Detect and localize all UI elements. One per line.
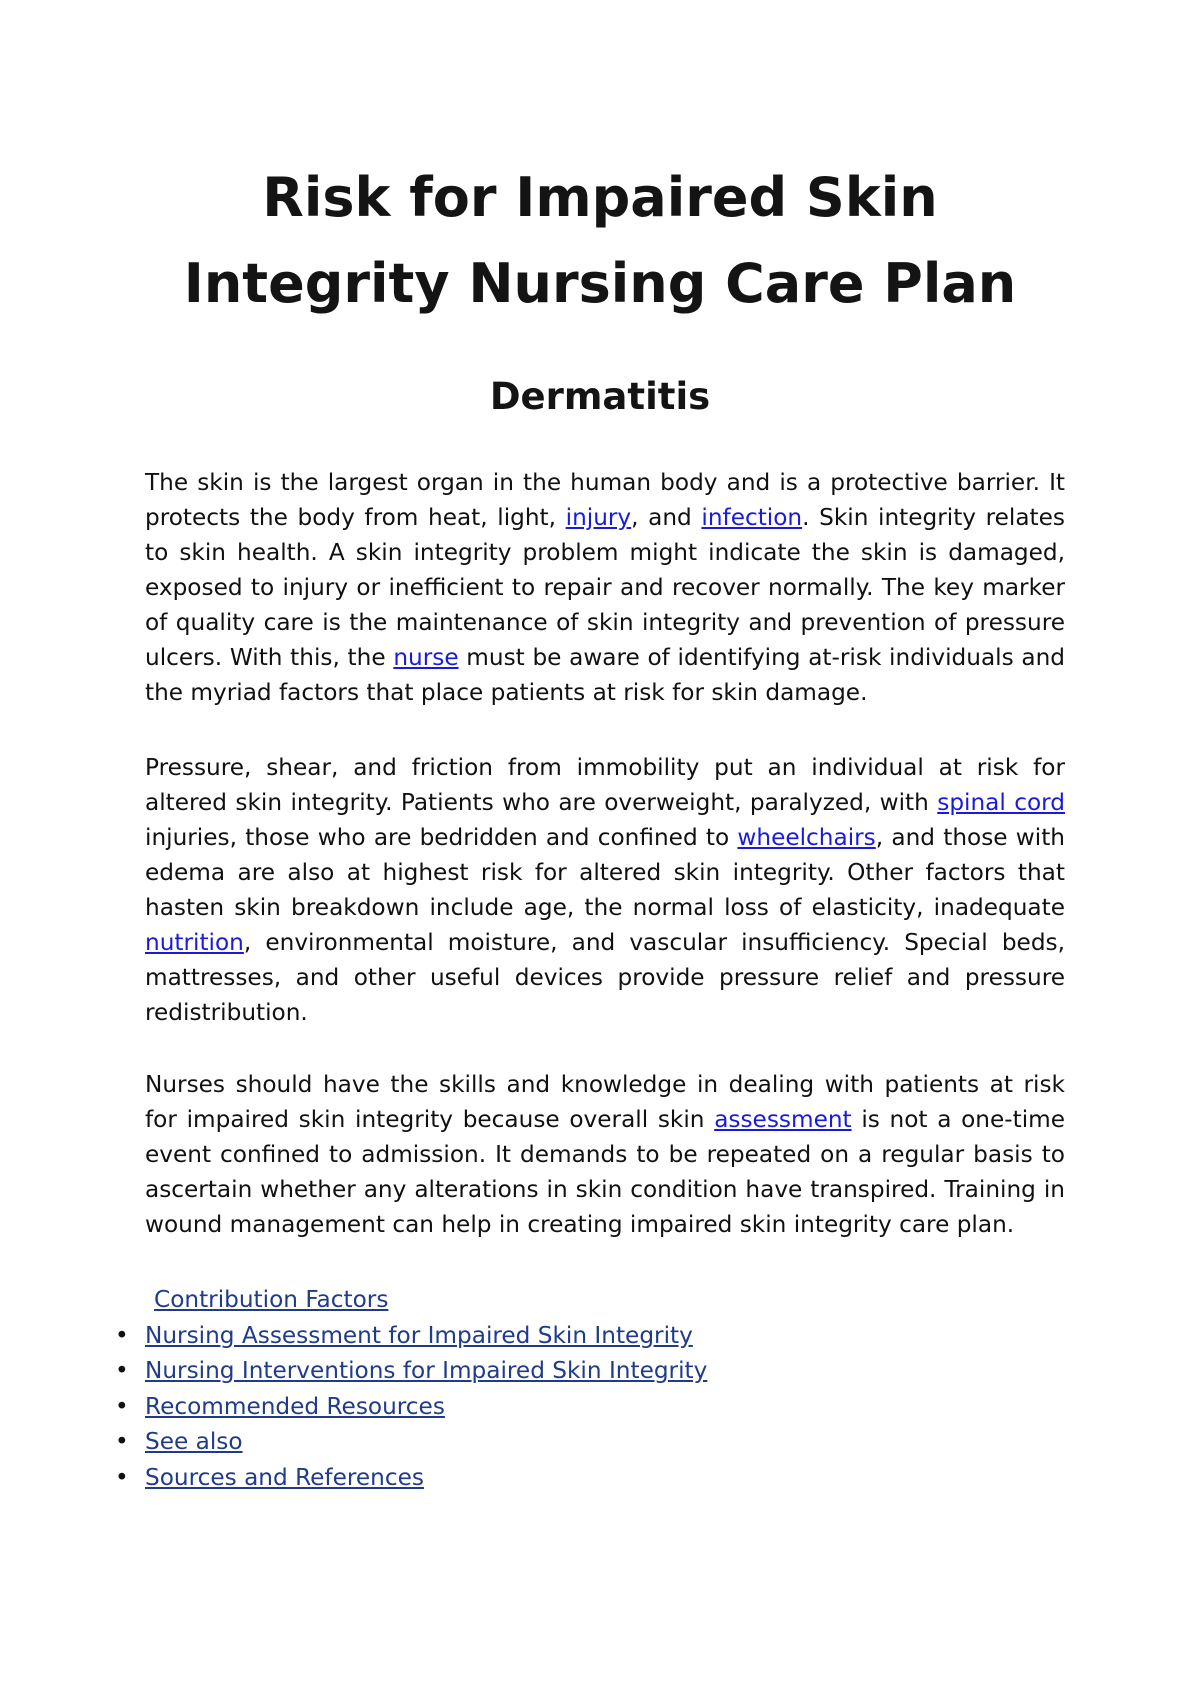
section-heading-dermatitis: Dermatitis: [489, 375, 711, 418]
paragraph-text: Pressure, shear, and friction from immobility put an individual at risk for altered skin integrity. Patients who are overweight, paralyzed, with: [145, 754, 1065, 816]
link-assessment[interactable]: assessment: [714, 1106, 852, 1133]
toc-list: [115, 1318, 1065, 1496]
toc-link-nursing-assessment[interactable]: Nursing Assessment for Impaired Skin Integrity: [145, 1321, 693, 1349]
toc-link-contribution-factors[interactable]: Contribution Factors: [154, 1286, 389, 1313]
paragraph-text: . Skin integrity relates to skin health. A skin integrity problem might indicate the skin is damaged, exposed to injury or inefficient to repair and recover normally. The key marker of quality care is the maintenance of skin integrity and prevention of pressure ulcers. With this, the: [145, 504, 1065, 671]
paragraph-text: The skin is the largest organ in the human body and is a protective barrier. It protects the body from heat, light,: [145, 469, 1065, 531]
toc-item: [115, 1460, 1065, 1496]
bullet-icon: •: [115, 1463, 129, 1491]
table-of-contents: [115, 1282, 1065, 1495]
paragraph-text: , and: [631, 504, 702, 531]
paragraph-text: Nurses should have the skills and knowledge in dealing with patients at risk for impaired skin integrity because overall skin: [145, 1071, 1065, 1133]
paragraph-text: , environmental moisture, and vascular insufficiency. Special beds, mattresses, and other useful devices provide pressure relief and pressure redistribution.: [145, 929, 1065, 1026]
bullet-icon: •: [115, 1392, 129, 1420]
bullet-icon: •: [115, 1321, 129, 1349]
paragraph-risk-factors: [145, 750, 1065, 1030]
toc-link-sources-references[interactable]: Sources and References: [145, 1463, 424, 1491]
toc-link-see-also[interactable]: See also: [145, 1428, 243, 1455]
toc-item: [115, 1389, 1065, 1425]
link-wheelchairs[interactable]: wheelchairs: [737, 824, 876, 851]
paragraph-nurse-skills: [145, 1067, 1065, 1242]
page-title: [100, 155, 1100, 327]
bullet-icon: •: [115, 1428, 129, 1455]
paragraph-text: is not a one-time event confined to admission. It demands to be repeated on a regular basis to ascertain whether any alterations in skin condition have transpired. Training in wound management can help in creating impaired skin integrity care plan.: [145, 1106, 1065, 1238]
toc-link-recommended-resources[interactable]: Recommended Resources: [145, 1392, 445, 1420]
link-nutrition[interactable]: nutrition: [145, 929, 244, 956]
toc-link-nursing-interventions[interactable]: Nursing Interventions for Impaired Skin Integrity: [145, 1357, 708, 1384]
paragraph-skin-intro: [145, 465, 1065, 710]
toc-item: [115, 1353, 1065, 1389]
bullet-icon: •: [115, 1357, 129, 1384]
paragraph-text: injuries, those who are bedridden and confined to: [145, 824, 738, 851]
paragraph-text: must be aware of identifying at-risk individuals and the myriad factors that place patients at risk for skin damage.: [145, 644, 1065, 706]
link-infection[interactable]: infection: [701, 504, 803, 531]
link-nurse[interactable]: nurse: [393, 644, 459, 671]
title-line-2: Integrity Nursing Care Plan: [183, 252, 1017, 315]
link-spinal-cord[interactable]: spinal cord: [937, 789, 1065, 816]
paragraph-text: , and those with edema are also at highest risk for altered skin integrity. Other factors that hasten skin breakdown include age, the normal loss of elasticity, inadequate: [145, 824, 1065, 921]
toc-item: [115, 1318, 1065, 1354]
link-injury[interactable]: injury: [565, 504, 632, 531]
title-line-1: Risk for Impaired Skin: [262, 166, 938, 229]
toc-item: [115, 1424, 1065, 1460]
